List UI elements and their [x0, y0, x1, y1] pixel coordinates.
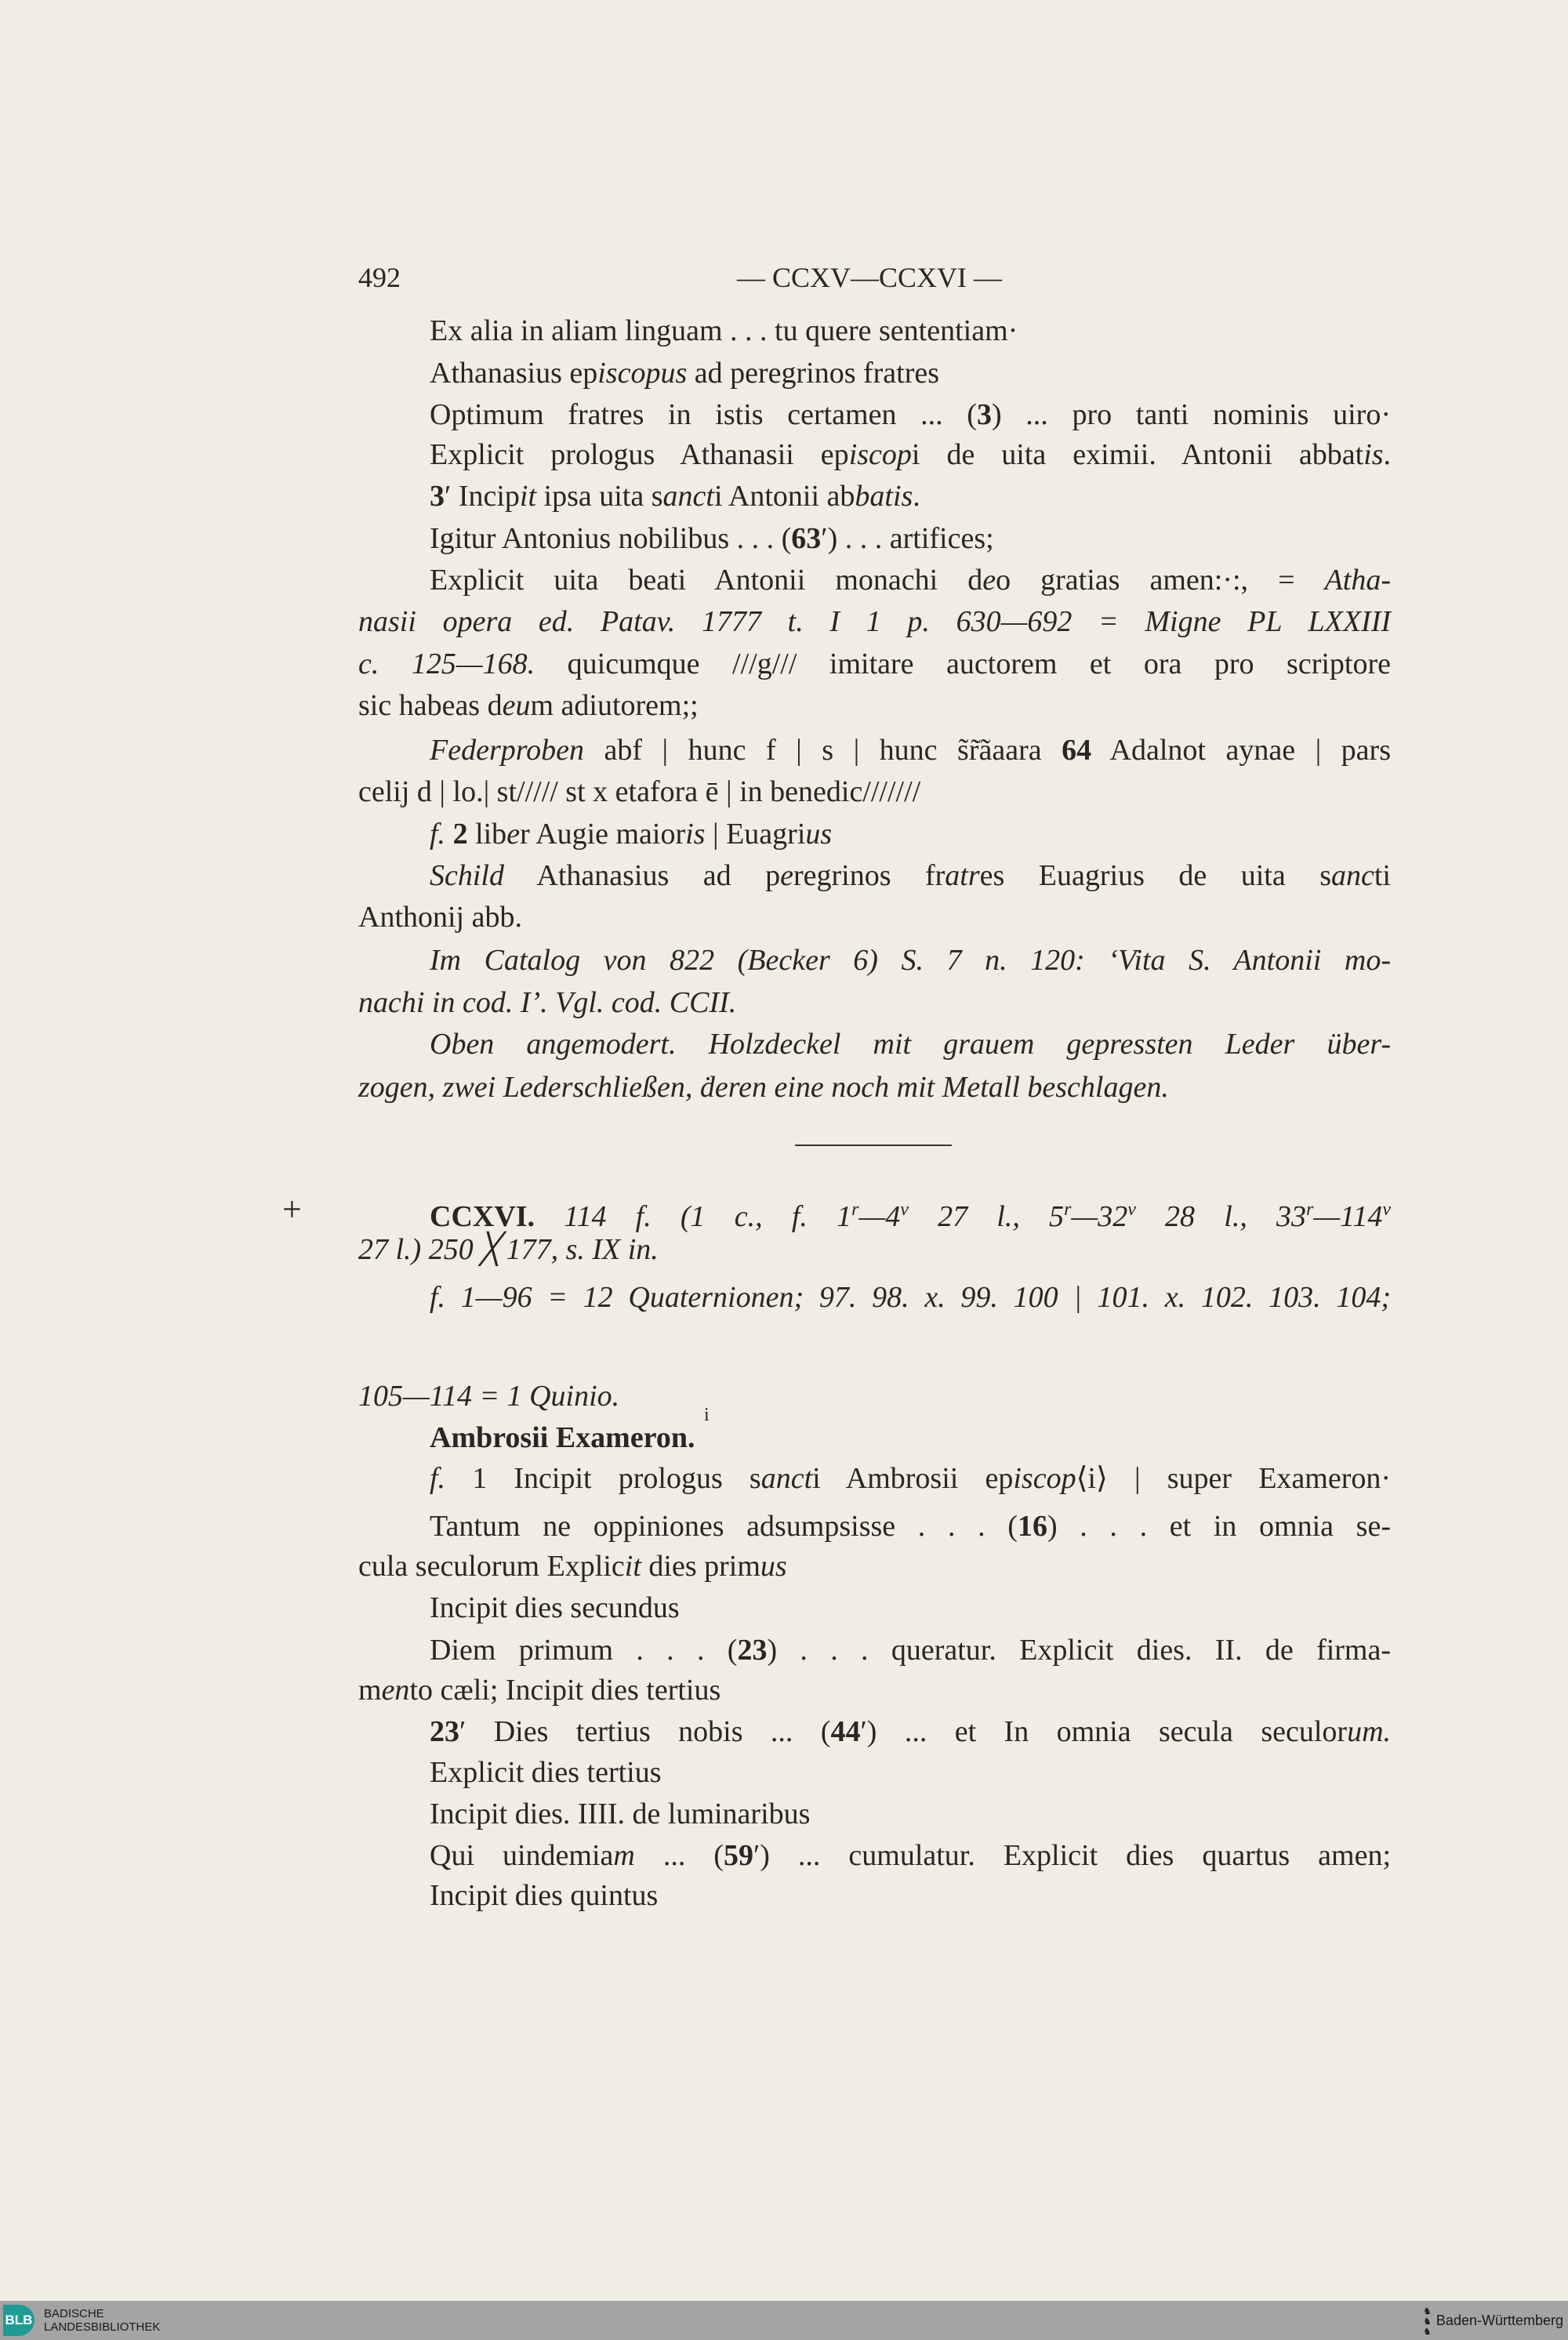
text-line — [358, 644, 1391, 684]
text-segment: 23 — [737, 1634, 768, 1667]
text-segment: 23 — [430, 1715, 459, 1748]
text-segment: 1 Incipit prologus s — [445, 1462, 761, 1495]
text-segment: Athanasius ep — [430, 357, 598, 390]
text-segment: ′) ... et In omnia secula seculor — [860, 1715, 1348, 1748]
text-segment: Ex alia in aliam linguam . . . tu quere sententiam· — [430, 314, 1018, 347]
text-line — [430, 1711, 1391, 1752]
text-segment: 59 — [723, 1839, 753, 1872]
text-line — [430, 730, 1391, 771]
text-segment: en — [381, 1674, 410, 1707]
text-segment: cula seculorum Explic — [358, 1550, 625, 1583]
text-segment: Im Catalog von 822 (Becker 6) S. 7 n. 120: ‘Vita S. Antonii mo- — [430, 944, 1391, 977]
text-segment: r Augie maior — [520, 818, 686, 851]
text-segment: iscopus — [597, 357, 688, 390]
text-line — [430, 394, 1391, 435]
text-segment: 2 — [452, 818, 468, 851]
library-name-line-1: BADISCHE — [44, 2307, 104, 2320]
lions-crest-icon: ♞ ♞ ♞ — [1423, 2305, 1432, 2337]
text-segment: anct — [662, 480, 714, 513]
text-line — [430, 476, 1391, 517]
text-line — [358, 982, 1391, 1023]
text-segment: atr — [945, 859, 980, 892]
text-segment: abf | hunc f | s | hunc s̃r̃ãaara — [583, 734, 1062, 767]
text-segment: 64 — [1062, 734, 1092, 767]
text-segment: c. 125—168. — [358, 648, 535, 680]
text-segment: m — [358, 1674, 382, 1707]
text-segment: . — [913, 480, 920, 513]
text-segment: ad peregrinos fratres — [687, 357, 940, 390]
text-segment: | Euagri — [705, 818, 806, 851]
text-segment: CCXVI. — [430, 1200, 535, 1233]
running-title: — CCXV—CCXVI — — [737, 262, 1003, 293]
text-segment: i de uita eximii. Antonii abbat — [911, 438, 1364, 471]
text-line — [430, 1752, 1391, 1793]
text-line — [430, 940, 1391, 981]
text-line — [430, 1458, 1391, 1499]
text-segment: Atha- — [1324, 564, 1392, 597]
text-line — [430, 434, 1391, 475]
text-segment: 3 — [976, 398, 992, 431]
text-segment: f. 1—96 = 12 Quaternionen; 97. 98. x. 99. 100 | 101. x. 102. 103. 104; — [430, 1281, 1391, 1314]
text-segment: o gratias amen:·:, = — [996, 564, 1325, 597]
text-segment: f. — [430, 818, 446, 851]
text-segment: i Antonii ab — [713, 480, 855, 513]
text-line — [430, 1794, 1391, 1834]
text-line — [358, 1376, 1391, 1417]
text-line — [430, 1024, 1391, 1065]
text-segment: Anthonij abb. — [358, 901, 522, 934]
text-segment: ) ... pro tanti nominis uiro· — [991, 398, 1391, 431]
text-segment: i Ambrosii ep — [812, 1462, 1014, 1495]
text-segment: Ambrosii Exameron. — [430, 1421, 695, 1454]
text-segment: 28 l., 33 — [1135, 1200, 1307, 1233]
text-line — [358, 685, 1391, 726]
text-line — [358, 1546, 1391, 1587]
text-line — [430, 518, 1391, 559]
text-line — [430, 855, 1391, 896]
text-segment: v — [1382, 1199, 1391, 1220]
page-number: 492 — [358, 262, 401, 293]
text-line — [358, 1229, 1391, 1270]
text-segment: Optimum fratres in istis certamen ... ( — [430, 398, 977, 431]
text-segment: ′) . . . artifices; — [821, 522, 994, 555]
text-segment: quicumque ///g/// imitare auctorem et ora pro scriptore — [535, 648, 1391, 680]
text-segment: 63 — [791, 522, 822, 555]
text-segment: 44 — [830, 1715, 861, 1748]
text-line — [358, 1670, 1391, 1711]
text-segment: v — [900, 1199, 909, 1220]
margin-plus-mark: + — [282, 1190, 302, 1228]
text-segment: 105—114 = 1 Quinio. — [358, 1380, 620, 1413]
text-segment: Diem primum . . . ( — [430, 1634, 738, 1667]
text-segment: ) . . . queratur. Explicit dies. II. de firma- — [767, 1634, 1392, 1667]
text-segment: iscop — [1013, 1462, 1076, 1495]
text-segment: es Euagrius de uita s — [979, 859, 1331, 892]
text-segment: sic habeas d — [358, 689, 503, 722]
text-line — [358, 601, 1391, 642]
text-segment: e — [780, 859, 793, 892]
text-line — [430, 1277, 1391, 1318]
text-line — [430, 1506, 1391, 1547]
text-segment: ′) ... cumulatur. Explicit dies quartus amen; — [753, 1839, 1392, 1872]
text-segment: Incipit dies. IIII. de luminaribus — [430, 1798, 811, 1830]
text-line — [430, 1587, 1391, 1628]
text-line — [358, 1067, 1391, 1108]
text-segment: anc — [1331, 859, 1374, 892]
text-segment: us — [805, 818, 833, 851]
text-segment: 27 l.) 250 ╳ 177, s. IX in. — [358, 1233, 659, 1266]
text-segment: Explicit prologus Athanasii ep — [430, 438, 849, 471]
text-segment: Tantum ne oppiniones adsumpsisse . . . ( — [430, 1510, 1018, 1543]
text-line — [430, 1875, 1391, 1916]
text-segment: r — [1064, 1199, 1072, 1220]
baden-wuerttemberg-logo[interactable] — [1423, 2304, 1563, 2337]
text-segment: ipsa uita s — [536, 480, 663, 513]
text-segment: Oben angemodert. Holzdeckel mit grauem gepressten Leder über- — [430, 1028, 1391, 1061]
text-segment: ) . . . et in omnia se- — [1047, 1510, 1391, 1543]
state-name: Baden-Württemberg — [1436, 2313, 1563, 2328]
text-segment: lib — [467, 818, 507, 851]
text-segment: is — [1363, 438, 1384, 471]
text-line — [358, 771, 1391, 812]
text-line — [430, 353, 1391, 394]
text-segment: it — [519, 480, 537, 513]
text-segment: e — [506, 818, 521, 851]
text-segment: Explicit uita beati Antonii monachi d — [430, 564, 983, 597]
text-segment: Igitur Antonius nobilibus . . . ( — [430, 522, 792, 555]
text-segment: Adalnot aynae | pars — [1091, 734, 1391, 767]
text-line — [430, 560, 1391, 600]
footer-bar — [0, 2301, 1568, 2340]
text-segment: Schild — [430, 859, 504, 892]
text-line — [430, 310, 1391, 351]
text-segment: regrinos fr — [793, 859, 946, 892]
text-segment: dies prim — [641, 1550, 760, 1583]
text-segment: to cæli; Incipit dies tertius — [409, 1674, 721, 1707]
text-segment: Athanasius ad p — [503, 859, 781, 892]
text-line — [358, 897, 1391, 938]
library-name — [44, 2307, 160, 2334]
text-segment: m — [613, 1839, 635, 1872]
text-segment: 27 l., 5 — [908, 1200, 1065, 1233]
text-segment: ′ Dies tertius nobis ... ( — [459, 1715, 831, 1748]
text-segment: is — [685, 818, 706, 851]
blb-logo[interactable]: BLB — [3, 2305, 34, 2336]
text-segment: Incipit dies secundus — [430, 1591, 680, 1624]
text-line — [430, 1630, 1391, 1671]
text-segment: —4 — [858, 1200, 901, 1233]
text-segment: Qui uindemia — [430, 1839, 614, 1872]
section-title — [430, 1417, 1391, 1458]
text-line — [430, 814, 1391, 854]
text-segment: anct — [760, 1462, 813, 1495]
text-segment: ⟨i⟩ | super Exameron· — [1076, 1462, 1392, 1495]
text-segment: m adiutorem;; — [530, 689, 699, 722]
text-segment: us — [760, 1550, 787, 1583]
text-segment: ′ Incip — [445, 480, 520, 513]
text-segment: zogen, zwei Lederschließen, ḋeren eine noch mit Metall beschlagen. — [358, 1071, 1169, 1104]
correction-mark: i — [704, 1405, 710, 1425]
text-segment: 114 f. (1 c., f. 1 — [535, 1200, 852, 1233]
text-segment: r — [1306, 1199, 1314, 1220]
text-segment: nasii opera ed. Patav. 1777 t. I 1 p. 630—692 = Migne PL LXXIII — [358, 605, 1391, 638]
text-segment: Incipit dies quintus — [430, 1879, 659, 1912]
text-segment: nachi in cod. I’. Vgl. cod. CCII. — [358, 986, 737, 1019]
text-segment: —32 — [1071, 1200, 1128, 1233]
text-segment: e — [982, 564, 996, 597]
section-divider — [795, 1145, 952, 1146]
text-segment: um. — [1347, 1715, 1392, 1748]
text-segment: —114 — [1313, 1200, 1383, 1233]
library-name-line-2: LANDESBIBLIOTHEK — [44, 2320, 161, 2334]
text-line — [430, 1835, 1391, 1876]
text-segment: celij d | lo.| st///// st x etafora ē | in benedic/////// — [358, 775, 921, 808]
text-segment: eu — [502, 689, 531, 722]
text-segment: Federproben — [430, 734, 584, 767]
text-segment: r — [851, 1199, 859, 1220]
text-segment: v — [1127, 1199, 1136, 1220]
text-segment: it — [624, 1550, 641, 1583]
text-segment: 16 — [1017, 1510, 1047, 1543]
text-segment — [445, 818, 453, 851]
text-segment: f. — [430, 1462, 446, 1495]
text-segment: 3 — [430, 480, 445, 513]
text-segment: ... ( — [634, 1839, 724, 1872]
text-segment: . — [1383, 438, 1392, 471]
text-segment: ti — [1374, 859, 1391, 892]
text-segment: batis — [855, 480, 913, 513]
text-segment: iscop — [848, 438, 912, 471]
text-segment: Explicit dies tertius — [430, 1756, 662, 1789]
